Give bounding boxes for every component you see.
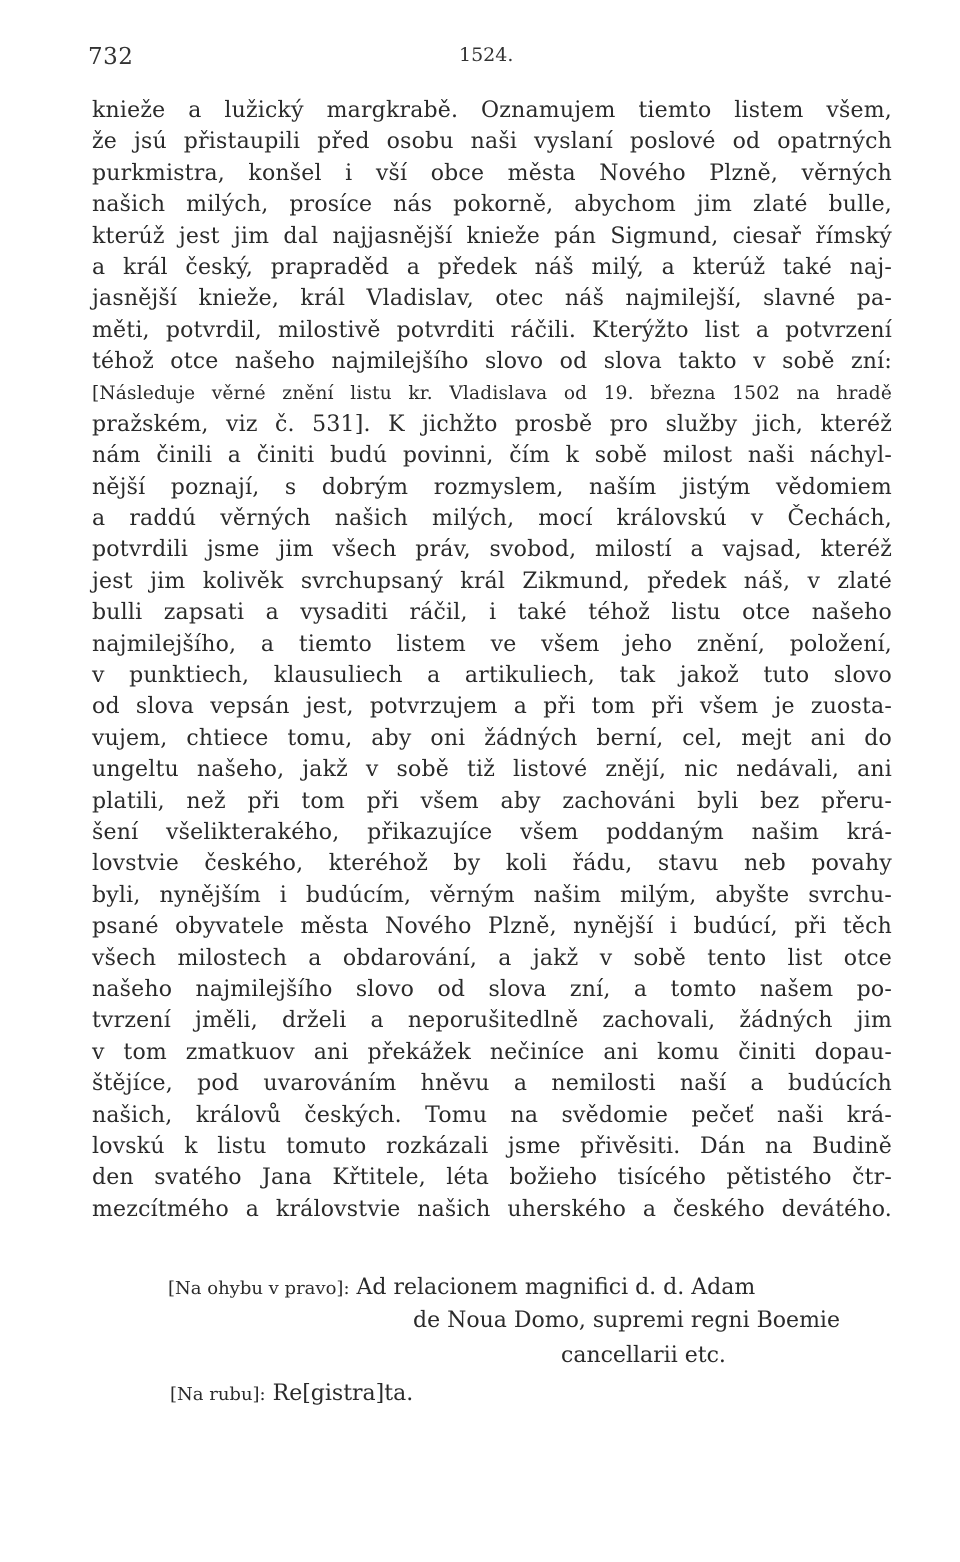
text-line: mezcítmého a královstvie našich uherského a českého devátého.: [92, 1196, 892, 1222]
text-line: v punktiech, klausuliech a artikuliech, tak jakož tuto slovo: [92, 663, 892, 689]
text-line: lovskú k listu tomuto rozkázali jsme přivěsiti. Dán na Budině: [92, 1133, 892, 1159]
text-line: jest jim kolivěk svrchupsaný král Zikmund, předek náš, v zlaté: [92, 568, 892, 594]
text-line: purkmistra, konšel i vší obce města Nového Plzně, věrných: [92, 160, 892, 186]
page-header-year: 1524.: [459, 44, 514, 66]
back-note: [170, 1378, 413, 1410]
text-line: nám činili a činiti budú povinni, čím k sobě milost naši náchyl-: [92, 443, 892, 469]
fold-note-text-2: de Noua Domo, supremi regni Boemie: [413, 1308, 840, 1333]
fold-note-text-1: Ad relacionem magnifici d. d. Adam: [356, 1275, 756, 1300]
text-line: bulli zapsati a vysaditi ráčil, i také téhož listu otce našeho: [92, 600, 892, 626]
text-line: vujem, chtiece tomu, aby oni žádných berní, cel, mejt ani do: [92, 725, 892, 751]
text-line: od slova vepsán jest, potvrzujem a při tom při všem je zuosta-: [92, 694, 892, 720]
text-line: lovstvie českého, kteréhož by koli řádu, stavu neb povahy: [92, 851, 892, 877]
text-line: psané obyvatele města Nového Plzně, nynější i budúcí, při těch: [92, 914, 892, 940]
editorial-note-line: [Následuje věrné znění listu kr. Vladislava od 19. března 1502 na hradě: [92, 382, 892, 404]
text-line: šení všelikterakého, přikazujíce všem poddaným našim krá-: [92, 819, 892, 845]
text-line: téhož otce našeho najmilejšího slovo od slova takto v sobě zní:: [92, 349, 892, 375]
text-line: našich milých, prosíce nás pokorně, abychom jim zlaté bulle,: [92, 192, 892, 218]
text-line: a král český, prapraděd a předek náš milý, a kterúž také naj-: [92, 254, 892, 280]
text-line: den svatého Jana Křtitele, léta božieho tisícého pětistého čtr-: [92, 1165, 892, 1191]
text-line: našich, královů českých. Tomu na svědomie pečeť naši krá-: [92, 1102, 892, 1128]
back-note-label: [Na rubu]:: [170, 1384, 266, 1405]
text-line: našeho najmilejšího slovo od slova zní, a tomto našem po-: [92, 976, 892, 1002]
text-line: platili, než při tom při všem aby zachováni byli bez přeru-: [92, 788, 892, 814]
document-body: [92, 95, 892, 1225]
text-line: měti, potvrdil, milostivě potvrditi ráčili. Kterýžto list a potvrzení: [92, 317, 892, 343]
text-line: najmilejšího, a tiemto listem ve všem jeho znění, položení,: [92, 631, 892, 657]
text-line: štějíce, pod uvarováním hněvu a nemilosti naší a budúcích: [92, 1071, 892, 1097]
fold-note-text-3: cancellarii etc.: [561, 1343, 726, 1368]
page-number: 732: [88, 44, 134, 70]
text-line: kterúž jest jim dal najjasnější knieže pán Sigmund, ciesař římský: [92, 223, 892, 249]
back-note-text: Re[gistra]ta.: [272, 1381, 414, 1406]
text-line: tvrzení jměli, drželi a neporušitedlně zachovali, žádných jim: [92, 1008, 892, 1034]
text-line: jasnější knieže, král Vladislav, otec náš najmilejší, slavné pa-: [92, 286, 892, 312]
text-line: že jsú přistaupili před osobu naši vyslaní poslové od opatrných: [92, 129, 892, 155]
text-line: v tom zmatkuov ani překážek nečiníce ani komu činiti dopau-: [92, 1039, 892, 1065]
text-line: a raddú věrných našich milých, mocí královskú v Čechách,: [92, 506, 892, 532]
fold-note-label: [Na ohybu v pravo]:: [168, 1278, 350, 1299]
text-line: potvrdili jsme jim všech práv, svobod, milostí a vajsad, kteréž: [92, 537, 892, 563]
text-line: všech milostech a obdarování, a jakž v sobě tento list otce: [92, 945, 892, 971]
text-line: ungeltu našeho, jakž v sobě tiž listové znějí, nic nedávali, ani: [92, 757, 892, 783]
text-line: pražském, viz č. 531]. K jichžto prosbě pro služby jich, kteréž: [92, 411, 892, 437]
fold-note: [168, 1272, 755, 1304]
text-line: nější poznají, s dobrým rozmyslem, naším jistým vědomiem: [92, 474, 892, 500]
text-line: byli, nynějším i budúcím, věrným našim milým, abyšte svrchu-: [92, 882, 892, 908]
text-line: knieže a lužický margkrabě. Oznamujem tiemto listem všem,: [92, 98, 892, 123]
